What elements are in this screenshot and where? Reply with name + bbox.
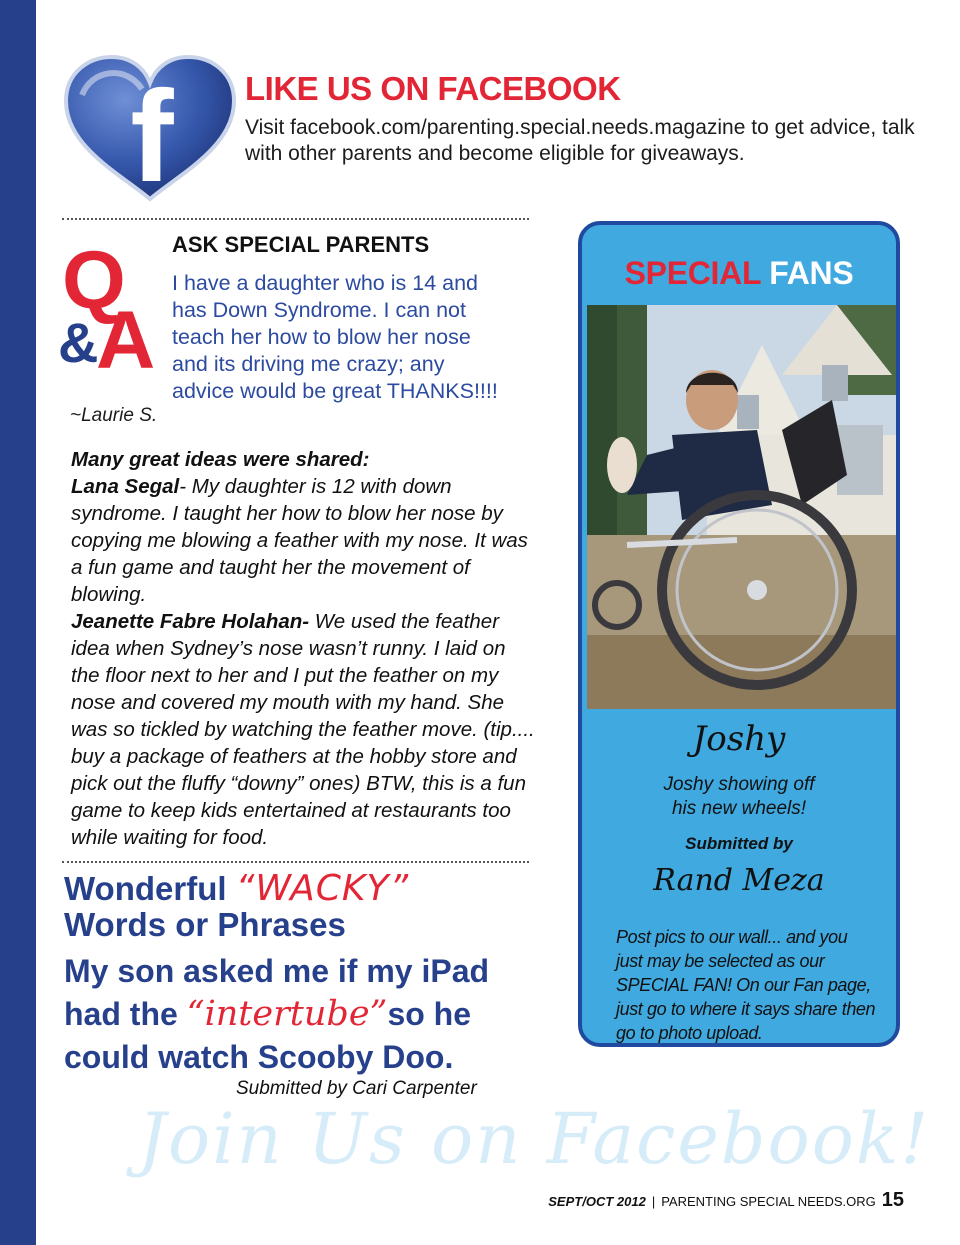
special-fans-title-red: SPECIAL <box>624 255 761 291</box>
fan-note: Post pics to our wall... and you just may be selected as our SPECIAL FAN! On our Fan page, just go to where it says share then go to photo upload. <box>616 927 876 1043</box>
qa-answer-text: We used the feather idea when Sydney’s nose wasn’t runny. I laid on the floor next to her and I put the feather on my nose and covered my mouth with my hand. She was so tickled by watching the feather move. (tip.... buy a package of feathers at the hobby store and pick out the fluffy “downy” ones) BTW, this is a fun game to keep kids entertained at restaurants too while waiting for food. <box>71 610 535 849</box>
footer-separator: | <box>651 1194 656 1209</box>
special-fans-panel <box>578 221 900 1047</box>
qa-answers-intro: Many great ideas were shared: <box>71 448 370 471</box>
facebook-description: Visit facebook.com/parenting.special.needs.magazine to get advice, talk with other parents and become eligible for giveaways. <box>245 116 915 165</box>
qa-logo-a: A <box>96 295 156 374</box>
fan-photo[interactable] <box>587 305 896 709</box>
special-fans-title-white: FANS <box>769 255 854 291</box>
fan-submitted-label: Submitted by <box>685 834 793 853</box>
qa-logo <box>58 244 168 374</box>
fan-caption-line1: Joshy showing off <box>663 774 815 795</box>
qa-answer <box>71 608 536 851</box>
footer-site: PARENTING SPECIAL NEEDS.ORG <box>661 1194 876 1209</box>
fan-submitter: Rand Meza <box>653 863 825 898</box>
qa-logo-ampersand: & <box>58 311 99 374</box>
footer-issue: SEPT/OCT 2012 <box>548 1194 646 1209</box>
qa-answer-text: - My daughter is 12 with down syndrome. I taught her how to blow her nose by copying me blowing a feather with my nose. It was a fun game and taught her the movement of blowing. <box>71 475 528 606</box>
fan-caption <box>582 773 896 821</box>
page-number: 15 <box>881 1189 904 1211</box>
qa-question: I have a daughter who is 14 and has Down Syndrome. I can not teach her how to blow her nose and its driving me crazy; any advice would be great THANKS!!!! <box>172 271 498 403</box>
facebook-title: LIKE US ON FACEBOOK <box>245 70 621 107</box>
qa-answer-name: Lana Segal <box>71 475 180 498</box>
facebook-heart-logo[interactable] <box>62 55 238 203</box>
wacky-credit: Submitted by Cari Carpenter <box>236 1078 477 1099</box>
qa-heading: ASK SPECIAL PARENTS <box>172 232 430 257</box>
page-spine-bar <box>0 0 36 1245</box>
qa-logo-q: Q <box>62 244 126 326</box>
join-us-facebook-watermark: Join Us on Facebook! <box>138 1098 931 1180</box>
facebook-f-letter: f <box>130 63 174 203</box>
wacky-story-part1: My son asked me if my iPad had the <box>64 953 490 1032</box>
wacky-title-line2: Words or Phrases <box>64 906 346 943</box>
qa-asker: ~Laurie S. <box>70 405 158 426</box>
wacky-title-highlight: “WACKY” <box>235 868 410 909</box>
page-footer <box>548 1189 904 1212</box>
wacky-story-highlight: “intertube” <box>186 994 388 1034</box>
wacky-story <box>64 950 534 1079</box>
fan-name: Joshy <box>692 719 786 759</box>
qa-answer <box>71 473 536 608</box>
qa-answer-name: Jeanette Fabre Holahan- <box>71 610 310 633</box>
divider-top <box>62 218 529 220</box>
divider-bottom <box>62 861 529 863</box>
wacky-story-part2: so he could watch Scooby Doo. <box>64 996 472 1075</box>
fan-caption-line2: his new wheels! <box>671 798 807 819</box>
wacky-title-part1: Wonderful <box>64 870 227 907</box>
special-fans-title <box>582 255 896 292</box>
qa-answers <box>71 446 536 851</box>
